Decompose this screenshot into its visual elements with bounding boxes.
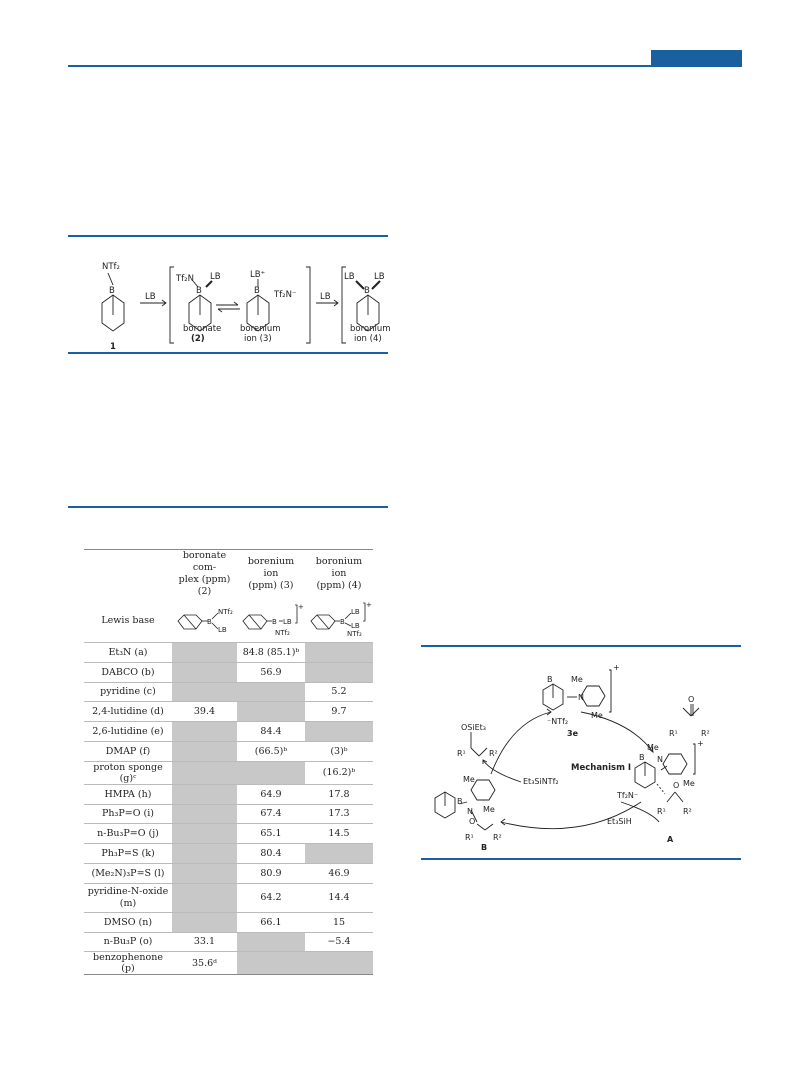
table-row: (Me₂N)₃P=S (l) 80.9 46.9 bbox=[84, 863, 373, 883]
m-r2-a: R² bbox=[683, 807, 692, 816]
m-title: Mechanism I bbox=[571, 763, 632, 773]
header-lewis-base: Lewis base bbox=[101, 614, 155, 626]
s1-lb-arrow: LB bbox=[145, 292, 156, 302]
s1-b: B bbox=[109, 286, 115, 296]
m-r1-ketone: R¹ bbox=[669, 729, 678, 738]
table-row: n-Bu₃P (o) 33.1 −5.4 bbox=[84, 932, 373, 952]
m-r1-a: R¹ bbox=[657, 807, 666, 816]
struct-borenium bbox=[237, 598, 305, 643]
svg-text:+: + bbox=[297, 602, 304, 611]
table-row: benzophenone (p) 35.6ᵈ bbox=[84, 952, 373, 975]
s1-boronate-num: (2) bbox=[191, 334, 205, 344]
table-row: DMSO (n) 66.1 15 bbox=[84, 912, 373, 932]
table-1-top-rule bbox=[68, 506, 388, 508]
svg-text:LB: LB bbox=[350, 621, 360, 630]
m-r2-b: R² bbox=[493, 833, 502, 842]
m-r2-ether: R² bbox=[489, 749, 498, 758]
m-o-ketone: O bbox=[688, 695, 695, 704]
m-3e: 3e bbox=[567, 729, 578, 738]
mechanism-scheme bbox=[421, 652, 741, 852]
m-me-top1: Me bbox=[571, 675, 583, 684]
m-me-a2: Me bbox=[683, 779, 695, 788]
table-row: DABCO (b) 56.9 bbox=[84, 662, 373, 682]
svg-text:B: B bbox=[271, 617, 277, 626]
svg-text:NTf₂: NTf₂ bbox=[274, 628, 290, 637]
m-r1-ether: R¹ bbox=[457, 749, 466, 758]
m-et3sintf2: Et₃SiNTf₂ bbox=[523, 777, 559, 786]
table-row: 2,4-lutidine (d) 39.4 9.7 bbox=[84, 702, 373, 722]
svg-text:NTf₂: NTf₂ bbox=[346, 629, 362, 638]
shift-table bbox=[84, 549, 373, 975]
svg-text:NTf₂: NTf₂ bbox=[218, 607, 234, 616]
s1-boronium-ion: ion (4) bbox=[354, 334, 382, 344]
m-r2-ketone: R² bbox=[701, 729, 710, 738]
m-b-b: B bbox=[457, 797, 463, 806]
table-row: DMAP (f) (66.5)ᵇ (3)ᵇ bbox=[84, 741, 373, 761]
table-row: HMPA (h) 64.9 17.8 bbox=[84, 784, 373, 804]
m-r1-b: R¹ bbox=[465, 833, 474, 842]
m-et3sih: Et₃SiH bbox=[607, 817, 632, 826]
m-b-a: B bbox=[639, 753, 645, 762]
table-row: n-Bu₃P=O (j) 65.1 14.5 bbox=[84, 824, 373, 844]
svg-text:+: + bbox=[365, 600, 372, 609]
svg-text:LB: LB bbox=[350, 607, 360, 616]
struct-boronate bbox=[172, 598, 237, 643]
s1-b2: B bbox=[196, 286, 202, 296]
s1-borenium: borenium bbox=[240, 324, 281, 334]
header-blank bbox=[84, 550, 172, 599]
svg-text:LB: LB bbox=[218, 625, 228, 634]
table-row: Et₃N (a) 84.8 (85.1)ᵇ bbox=[84, 643, 373, 663]
mechanism-bottom-rule bbox=[421, 858, 741, 860]
s1-tf2n: Tf₂N bbox=[176, 274, 194, 284]
s1-lb-arrow2: LB bbox=[320, 292, 331, 302]
m-o-b: O bbox=[469, 817, 476, 826]
m-plus-top: + bbox=[613, 663, 620, 672]
mechanism-top-rule bbox=[421, 645, 741, 647]
s1-borenium-ion: ion (3) bbox=[244, 334, 272, 344]
table-row: proton sponge (g)ᶜ (16.2)ᵇ bbox=[84, 761, 373, 784]
header-boronium: boronium ion (ppm) (4) bbox=[305, 550, 373, 599]
m-n-b: N bbox=[467, 807, 473, 816]
table-row: 2,6-lutidine (e) 84.4 bbox=[84, 722, 373, 742]
s1-lb-right: LB bbox=[374, 272, 385, 282]
m-osiet3: OSiEt₃ bbox=[461, 723, 486, 732]
s1-lb: LB bbox=[210, 272, 221, 282]
s1-b3: B bbox=[254, 286, 260, 296]
m-me-a1: Me bbox=[647, 743, 659, 752]
table-row: pyridine-N-oxide (m) 64.2 14.4 bbox=[84, 883, 373, 912]
s1-tf2n-minus: Tf₂N⁻ bbox=[274, 290, 297, 300]
struct-boronium bbox=[305, 598, 373, 643]
svg-text:B: B bbox=[207, 617, 213, 626]
m-label-b: B bbox=[481, 843, 488, 852]
m-n-a: N bbox=[657, 755, 663, 764]
m-o-a: O bbox=[673, 781, 680, 790]
header-tab bbox=[651, 50, 742, 66]
m-plus-a: + bbox=[697, 739, 704, 748]
m-label-a: A bbox=[667, 835, 674, 844]
header-boronate: boronate com- plex (ppm) (2) bbox=[172, 550, 237, 599]
s1-b4: B bbox=[364, 286, 370, 296]
s1-boronium: boronium bbox=[350, 324, 391, 334]
s1-lb-left: LB bbox=[344, 272, 355, 282]
table-row: Ph₃P=S (k) 80.4 bbox=[84, 844, 373, 864]
m-me-b2: Me bbox=[483, 805, 495, 814]
m-tf2n: Tf₂N⁻ bbox=[617, 791, 639, 800]
svg-text:LB: LB bbox=[282, 617, 292, 626]
scheme-1-bottom-rule bbox=[68, 352, 388, 354]
table-row: Ph₃P=O (i) 67.4 17.3 bbox=[84, 804, 373, 824]
m-me-b1: Me bbox=[463, 775, 475, 784]
scheme-1 bbox=[68, 245, 391, 352]
s1-compound-1: 1 bbox=[110, 342, 116, 352]
scheme-1-top-rule bbox=[68, 235, 388, 237]
m-me-top2: Me bbox=[591, 711, 603, 720]
s1-boronate: boronate bbox=[183, 324, 222, 334]
m-n-top: N bbox=[578, 693, 584, 702]
header-borenium: borenium ion (ppm) (3) bbox=[237, 550, 305, 599]
m-ntf2: ⁻NTf₂ bbox=[547, 717, 569, 726]
s1-ntf2: NTf₂ bbox=[102, 262, 120, 272]
s1-lb-plus: LB⁺ bbox=[250, 270, 266, 280]
header-rule bbox=[68, 65, 742, 67]
m-b-top: B bbox=[547, 675, 553, 684]
table-row: pyridine (c) 5.2 bbox=[84, 682, 373, 702]
svg-text:B: B bbox=[339, 617, 345, 626]
